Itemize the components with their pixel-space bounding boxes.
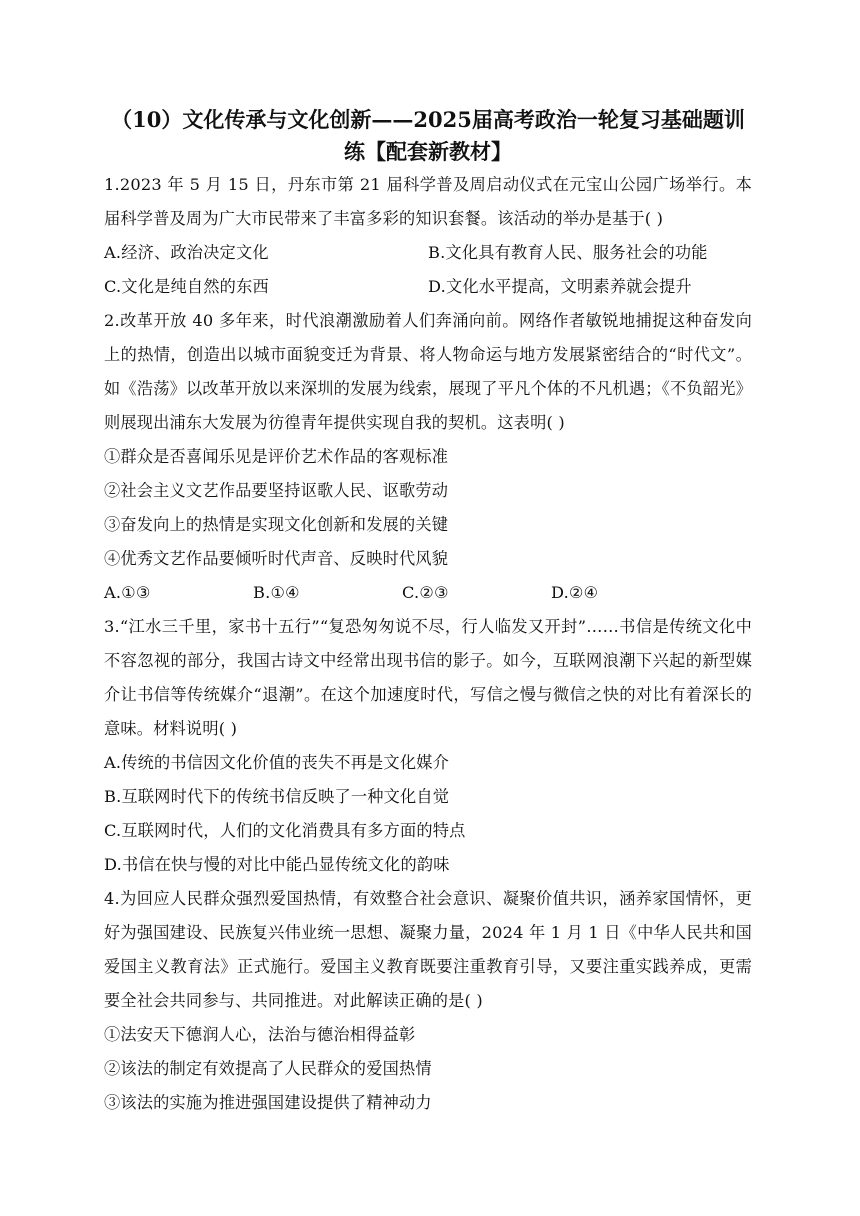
question-2-option-a: A.①③ [104,583,151,602]
question-2-options [104,576,752,610]
question-2-option-d: D.②④ [551,583,599,602]
question-4-stem: 4.为回应人民群众强烈爱国热情，有效整合社会意识、凝聚价值共识，涵养家国情怀，更好为强国建设、民族复兴伟业统一思想、凝聚力量，2024 年 1 月 1 日《中华人民共和国爱国主义教育法》正式施行。爱国主义教育既要注重教育引导，又要注重实践养成，更需要全社会共同参与、共同推进。对此解读正确的是( ) [104,889,752,1010]
question-1-options-row-1 [104,236,752,270]
question-2-item-1: ①群众是否喜闻乐见是评价艺术作品的客观标准 [104,447,449,466]
question-1-option-c: C.文化是纯自然的东西 [104,277,269,296]
question-2-item-3: ③奋发向上的热情是实现文化创新和发展的关键 [104,515,449,534]
question-3-option-c: C.互联网时代，人们的文化消费具有多方面的特点 [104,821,466,840]
question-2-option-c: C.②③ [402,583,449,602]
question-3 [104,610,752,882]
question-2-option-b: B.①④ [253,583,300,602]
question-4-item-1: ①法安天下德润人心，法治与德治相得益彰 [104,1025,416,1044]
question-4-item-3: ③该法的实施为推进强国建设提供了精神动力 [104,1093,432,1112]
question-1-option-d: D.文化水平提高，文明素养就会提升 [428,277,692,296]
question-2-item-2: ②社会主义文艺作品要坚持讴歌人民、讴歌劳动 [104,481,449,500]
question-3-option-d: D.书信在快与慢的对比中能凸显传统文化的韵味 [104,855,450,874]
question-1-stem: 1.2023 年 5 月 15 日，丹东市第 21 届科学普及周启动仪式在元宝山公园广场举行。本届科学普及周为广大市民带来了丰富多彩的知识套餐。该活动的举办是基于( ) [104,175,752,228]
document-title: （10）文化传承与文化创新——2025届高考政治一轮复习基础题训练【配套新教材】 [111,107,745,164]
question-1-options-row-2 [104,270,752,304]
question-2 [104,304,752,610]
question-4-item-2: ②该法的制定有效提高了人民群众的爱国热情 [104,1059,432,1078]
question-1-option-a: A.经济、政治决定文化 [104,243,269,262]
question-1 [104,168,752,304]
question-3-option-b: B.互联网时代下的传统书信反映了一种文化自觉 [104,787,450,806]
question-2-stem: 2.改革开放 40 多年来，时代浪潮激励着人们奔涌向前。网络作者敏锐地捕捉这种奋发向上的热情，创造出以城市面貌变迁为背景、将人物命运与地方发展紧密结合的“时代文”。如《浩荡》以改革开放以来深圳的发展为线索，展现了平凡个体的不凡机遇；《不负韶光》则展现出浦东大发展为彷徨青年提供实现自我的契机。这表明( ) [104,311,752,432]
question-3-option-a: A.传统的书信因文化价值的丧失不再是文化媒介 [104,753,449,772]
question-1-option-b: B.文化具有教育人民、服务社会的功能 [428,243,708,262]
question-3-stem: 3.“江水三千里，家书十五行”“复恐匆匆说不尽，行人临发又开封”……书信是传统文化中不容忽视的部分，我国古诗文中经常出现书信的影子。如今，互联网浪潮下兴起的新型媒介让书信等传统媒介“退潮”。在这个加速度时代，写信之慢与微信之快的对比有着深长的意味。材料说明( ) [104,617,752,738]
question-2-item-4: ④优秀文艺作品要倾听时代声音、反映时代风貌 [104,549,449,568]
question-4 [104,882,752,1120]
